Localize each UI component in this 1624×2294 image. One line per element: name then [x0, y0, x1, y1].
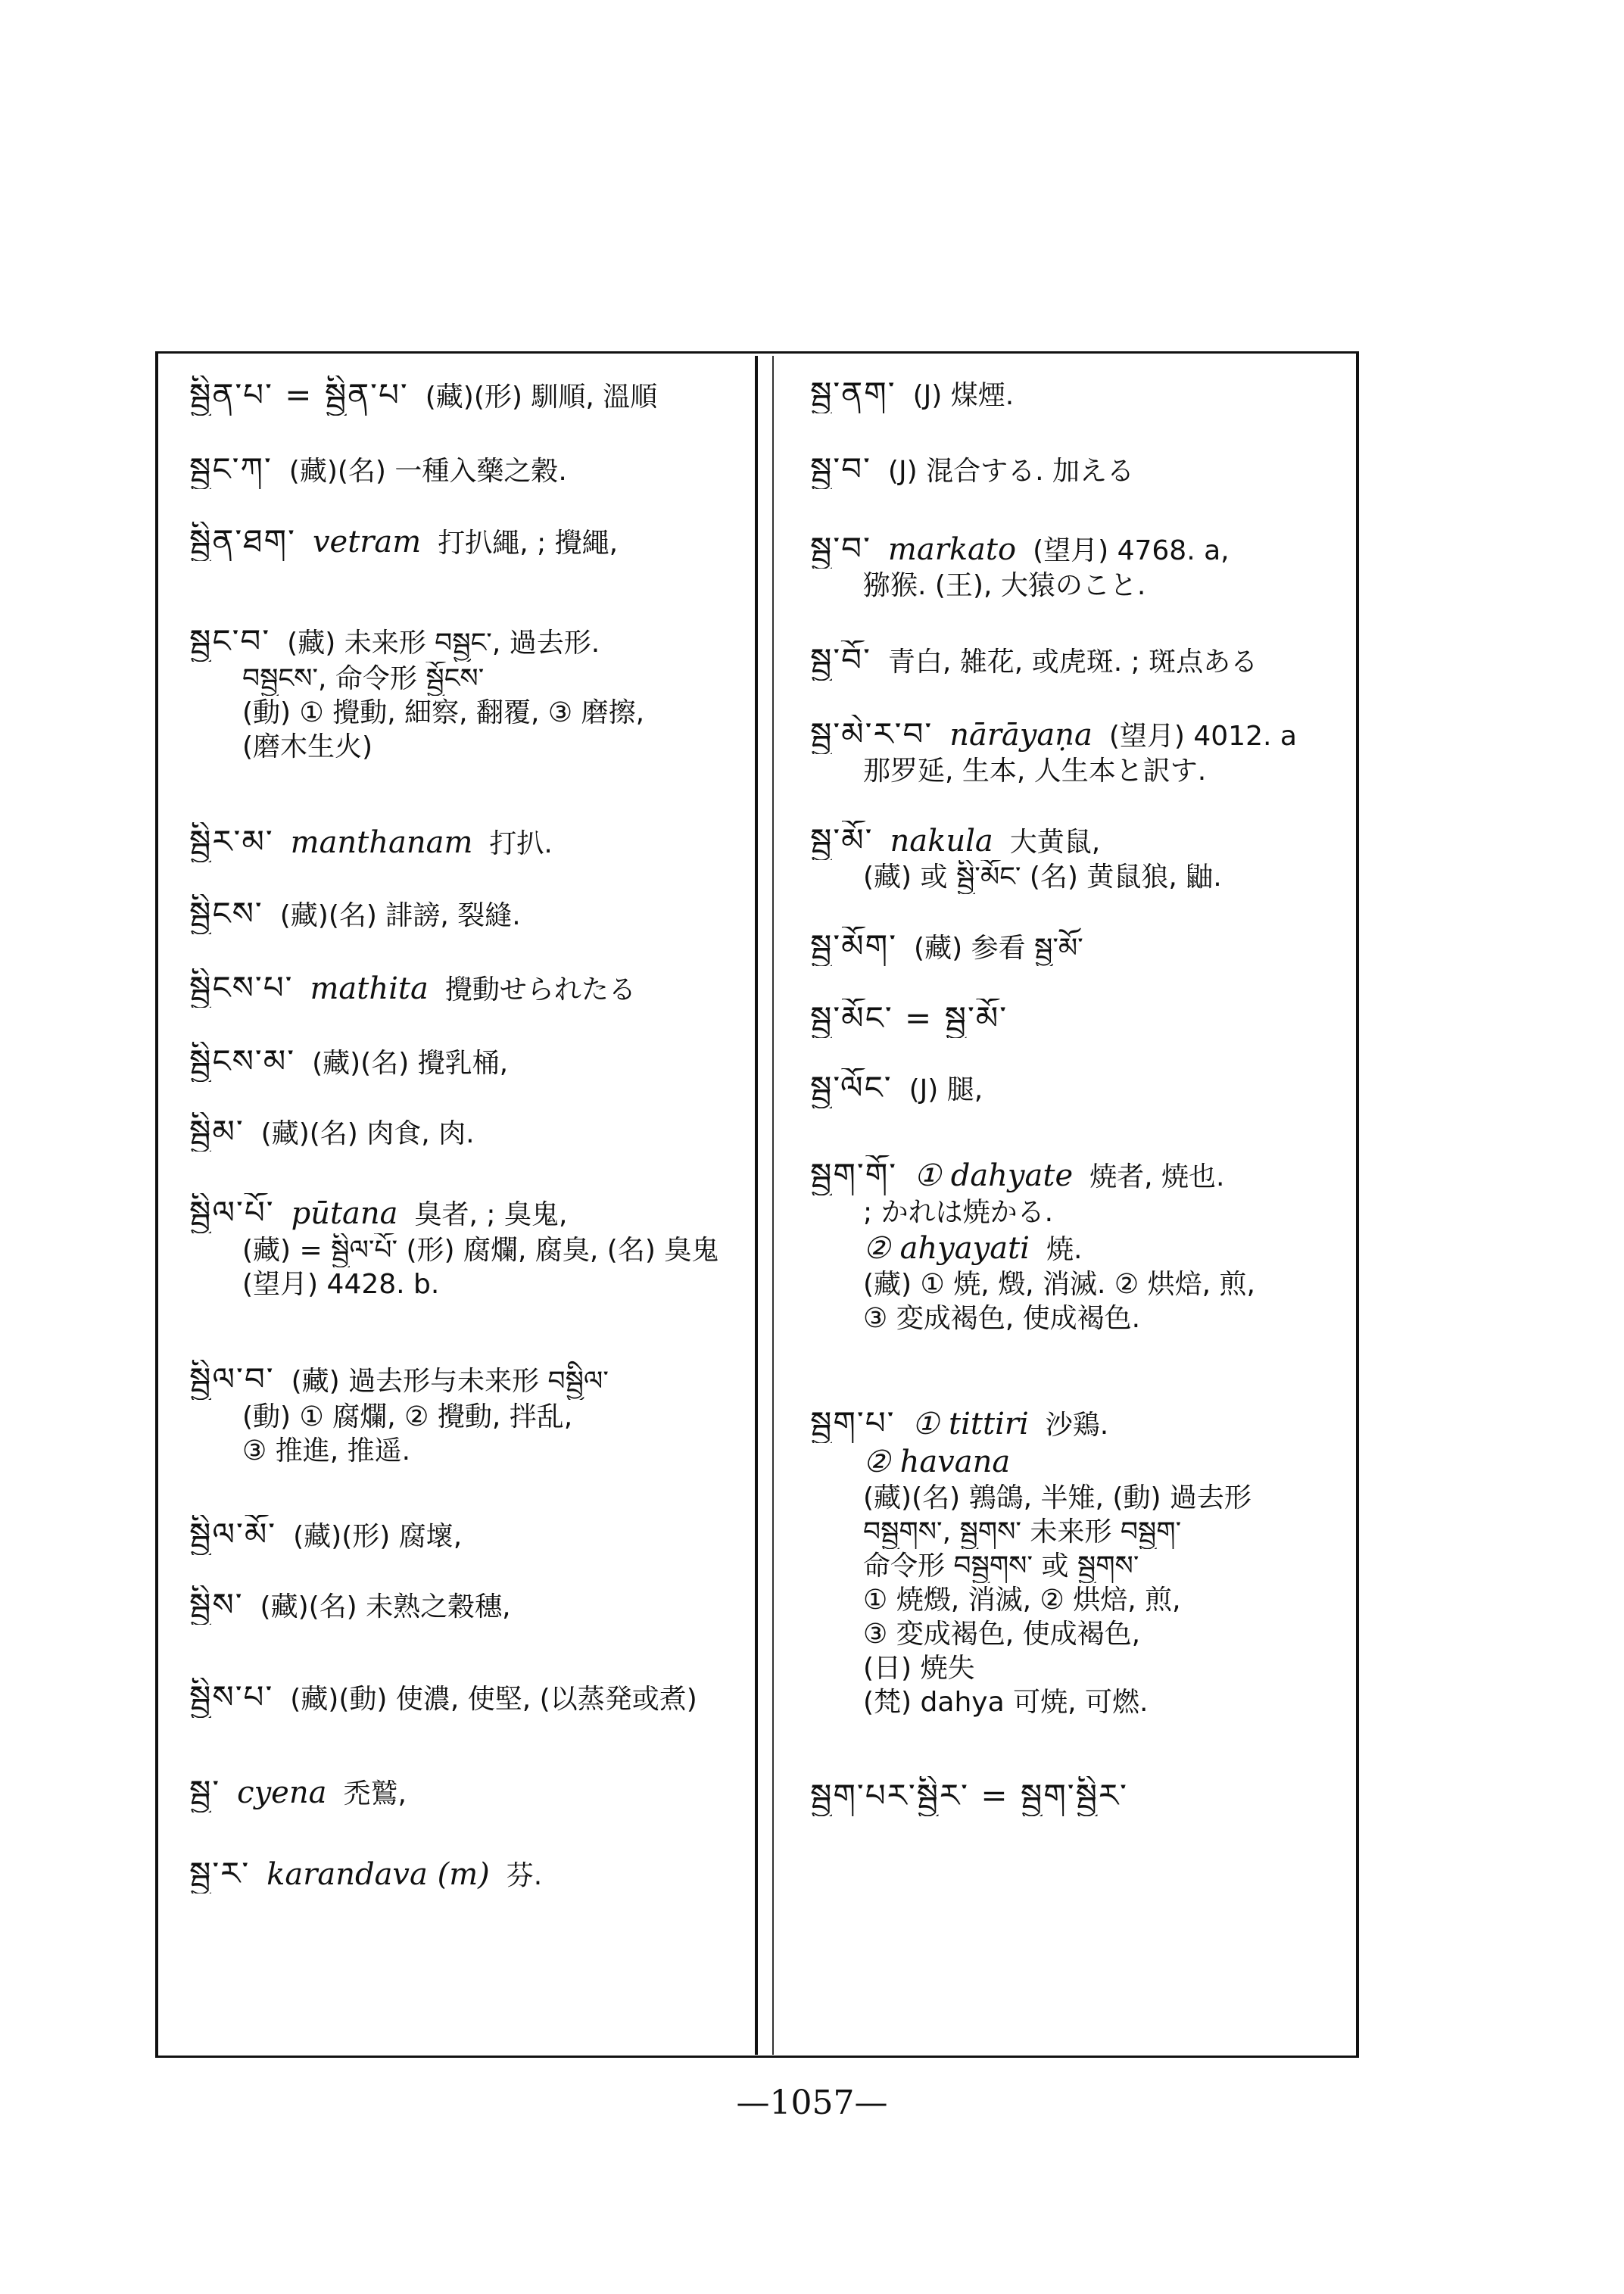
definition-text: 攪動せられたる — [444, 974, 636, 1005]
dictionary-entry — [167, 950, 750, 1026]
sanskrit-equivalent: vetram — [312, 524, 422, 559]
definition-text: (藏)(名) 鶉鴿, 半雉, (動) 過去形 — [863, 1482, 1252, 1514]
page-number: —1057— — [736, 2084, 888, 2122]
definition-text: (藏) 参看 སྦྱ་མོ་ — [914, 932, 1083, 964]
entry-line — [810, 999, 1355, 1039]
entry-line — [189, 696, 750, 730]
column-divider — [755, 356, 758, 2055]
entry-line — [810, 374, 1355, 414]
definition-text: ③ 変成褐色, 使成褐色, — [863, 1619, 1141, 1650]
tibetan-headword: སྦྱིན་ཐག་ — [189, 522, 296, 559]
entry-line — [810, 1549, 1355, 1583]
dictionary-entry — [787, 1124, 1355, 1367]
sanskrit-equivalent: ② havana — [863, 1445, 1011, 1480]
entry-line — [189, 376, 750, 416]
dictionary-entry — [787, 507, 1355, 625]
tibetan-headword: སྦྱིངས་པ་ — [189, 968, 294, 1006]
dictionary-entry — [787, 356, 1355, 432]
entry-line — [810, 450, 1355, 490]
entry-line — [810, 1195, 1355, 1230]
definition-text: (動) ① 攪動, 細察, 翻覆, ③ 磨擦, — [242, 697, 645, 728]
entry-line — [810, 927, 1355, 967]
entry-line — [189, 1400, 750, 1434]
definition-text: (J) 煤煙. — [912, 379, 1015, 411]
dictionary-entry — [167, 1166, 750, 1329]
entry-line — [189, 1678, 750, 1718]
entry-line — [189, 1434, 750, 1468]
entry-line — [810, 1481, 1355, 1515]
dictionary-entry — [787, 432, 1355, 507]
entry-line — [189, 1360, 750, 1400]
definition-text: (藏)(名) 誹謗, 裂縫. — [279, 900, 521, 932]
definition-text: 那罗延, 生本, 人生本と訳す. — [863, 756, 1207, 787]
entry-line — [810, 1267, 1355, 1301]
entry-line — [189, 730, 750, 764]
tibetan-headword: སྦྱིམ་ — [189, 1112, 245, 1150]
definition-text: 猕猴. (王), 大猿のこと. — [863, 570, 1146, 602]
entry-line — [810, 1443, 1355, 1481]
tibetan-headword: སྦྱ་ལོང་ — [810, 1069, 893, 1107]
entry-line — [189, 1193, 750, 1233]
definition-text: 焼. — [1046, 1233, 1083, 1265]
dictionary-entry — [167, 1499, 750, 1571]
entry-line — [189, 968, 750, 1008]
sanskrit-equivalent: manthanam — [290, 825, 473, 861]
tibetan-headword: སྦྱ་བ་ — [810, 450, 871, 488]
sanskrit-equivalent: ① dahyate — [914, 1158, 1074, 1194]
dictionary-entry — [167, 435, 750, 503]
entry-line — [810, 821, 1355, 861]
sanskrit-equivalent: karandava (m) — [267, 1856, 490, 1892]
sanskrit-equivalent: pūtana — [291, 1196, 398, 1232]
dictionary-entry — [167, 1828, 750, 1919]
definition-text: (動) ① 腐爛, ② 攪動, 拌乱, — [242, 1401, 573, 1432]
sanskrit-equivalent: nārāyaṇa — [949, 717, 1093, 753]
tibetan-headword: སྦྱང་ཀ་ — [189, 450, 273, 488]
definition-text: (藏)(形) 腐壞, — [293, 1521, 463, 1553]
entry-line — [189, 1267, 750, 1301]
definition-text: (望月) 4428. b. — [242, 1268, 440, 1300]
column-divider-inner — [772, 356, 774, 2055]
entry-line — [189, 450, 750, 490]
dictionary-entry — [167, 503, 750, 579]
entry-line — [810, 715, 1355, 755]
entry-line — [189, 1112, 750, 1152]
dictionary-entry — [787, 984, 1355, 1052]
definition-text: 焼者, 焼也. — [1089, 1161, 1225, 1193]
entry-line — [189, 1042, 750, 1082]
tibetan-headword: སྦྱང་བ་ — [189, 622, 271, 660]
tibetan-headword: སྦྱ་བ་ — [810, 529, 871, 567]
definition-text: (藏)(名) 攪乳桶, — [312, 1048, 509, 1080]
entry-line — [810, 1515, 1355, 1549]
definition-text: 臭者, ; 臭鬼, — [414, 1199, 568, 1231]
definition-text: 青白, 雑花, 或虎斑. ; 斑点ある — [887, 647, 1258, 678]
dictionary-entry — [167, 356, 750, 435]
tibetan-headword: སྦྱ་ — [189, 1773, 221, 1811]
entry-line — [810, 1583, 1355, 1617]
tibetan-headword: སྦྱིལ་བ་ — [189, 1361, 275, 1398]
definition-text: (望月) 4768. a, — [1033, 535, 1230, 566]
tibetan-headword: སྦྱིན་པ་ = སྦྱིན་པ་ — [189, 376, 409, 414]
definition-text: 命令形 བསྦྱགས་ 或 སྦྱགས་ — [863, 1551, 1139, 1582]
definition-text: (藏)(動) 使濃, 使堅, (以蒸発或煮) — [290, 1684, 697, 1716]
tibetan-headword: སྦྱིལ་མོ་ — [189, 1516, 277, 1554]
tibetan-headword: སྦྱ་མོག་ — [810, 927, 898, 965]
tibetan-headword: སྦྱག་པ་ — [810, 1404, 896, 1442]
definition-text: 打扒. — [489, 828, 553, 860]
entry-line — [810, 1404, 1355, 1444]
definition-text: བསྦྱགས་, སྦྱགས་ 未来形 བསྦྱག་ — [863, 1516, 1182, 1548]
definition-text: 大黄鼠, — [1009, 826, 1101, 858]
sanskrit-equivalent: markato — [887, 531, 1017, 567]
dictionary-entry — [167, 1571, 750, 1639]
entry-line — [189, 1515, 750, 1555]
left-column — [167, 356, 750, 1919]
definition-text: (藏)(名) 未熟之穀穗, — [260, 1591, 511, 1622]
sanskrit-equivalent: ② ahyayati — [863, 1230, 1030, 1266]
entry-line — [810, 569, 1355, 603]
dictionary-entry — [167, 1098, 750, 1166]
entry-line — [189, 662, 750, 696]
dictionary-entry — [167, 1026, 750, 1098]
entry-line — [810, 1617, 1355, 1651]
sanskrit-equivalent: nakula — [890, 823, 993, 859]
definition-text: (藏)(形) 馴順, 溫順 — [425, 382, 658, 413]
tibetan-headword: སྦྱིངས་ — [189, 895, 263, 933]
definition-text: (望月) 4012. a — [1108, 720, 1297, 752]
entry-line — [810, 1651, 1355, 1685]
dictionary-entry — [787, 806, 1355, 909]
dictionary-entry — [167, 1756, 750, 1828]
definition-text: (藏)(名) 一種入藥之穀. — [288, 455, 567, 487]
entry-line — [189, 894, 750, 934]
entry-line — [810, 1155, 1355, 1195]
entry-line — [189, 1233, 750, 1267]
dictionary-entry — [787, 1367, 1355, 1756]
dictionary-entry — [167, 878, 750, 950]
tibetan-headword: སྦྱག་པར་སྦྱིར་ = སྦྱག་སྦྱིར་ — [810, 1777, 1128, 1815]
tibetan-headword: སྦྱིལ་པོ་ — [189, 1194, 275, 1232]
definition-text: (藏) 過去形与未来形 བསྦྱིལ་ — [291, 1366, 609, 1398]
definition-text: 打扒繩, ; 攪繩, — [438, 527, 619, 559]
definition-text: ; かれは焼かる. — [863, 1196, 1054, 1228]
entry-line — [810, 860, 1355, 894]
definition-text: (藏) = སྦྱིལ་པོ་ (形) 腐爛, 腐臭, (名) 臭鬼 — [242, 1234, 719, 1266]
definition-text: (藏) 或 སྦྱི་མོང་ (名) 黄鼠狼, 鼬. — [863, 862, 1222, 893]
definition-text: ① 焼燬, 消滅, ② 烘焙, 煎, — [863, 1585, 1181, 1616]
tibetan-headword: སྦྱ་མོ་ — [810, 821, 874, 859]
tibetan-headword: སྦྱ་ནག་ — [810, 374, 896, 412]
dictionary-entry — [167, 1639, 750, 1756]
entry-line — [810, 1776, 1355, 1816]
entry-line — [810, 1301, 1355, 1336]
sanskrit-equivalent: ① tittiri — [912, 1406, 1029, 1442]
entry-line — [810, 641, 1355, 681]
entry-line — [189, 1854, 750, 1894]
definition-text: (藏)(名) 肉食, 肉. — [260, 1117, 475, 1149]
dictionary-entry — [787, 1052, 1355, 1124]
tibetan-headword: སྦྱ་མེ་ར་བ་ — [810, 715, 934, 753]
tibetan-headword: སྦྱིས་པ་ — [189, 1678, 274, 1716]
dictionary-entry — [787, 697, 1355, 806]
definition-text: (藏) ① 焼, 燬, 消滅. ② 烘焙, 煎, — [863, 1268, 1255, 1300]
definition-text: 禿鷲, — [343, 1778, 407, 1810]
dictionary-entry — [787, 1756, 1355, 1836]
tibetan-headword: སྦྱིར་མ་ — [189, 823, 274, 861]
entry-line — [189, 522, 750, 562]
sanskrit-equivalent: mathita — [310, 971, 429, 1006]
tibetan-headword: སྦྱག་གོ་ — [810, 1156, 898, 1194]
right-column — [787, 356, 1355, 1836]
entry-line — [189, 1585, 750, 1625]
entry-line — [189, 622, 750, 662]
tibetan-headword: སྦྱིས་ — [189, 1585, 244, 1623]
definition-text: ③ 変成褐色, 使成褐色. — [863, 1302, 1141, 1334]
tibetan-headword: སྦྱ་ར་ — [189, 1854, 251, 1892]
definition-text: ③ 推進, 推遥. — [242, 1435, 411, 1466]
entry-line — [810, 529, 1355, 569]
tibetan-headword: སྦྱ་བོ་ — [810, 641, 871, 679]
entry-line — [810, 1230, 1355, 1267]
definition-text: (日) 焼失 — [863, 1653, 975, 1685]
dictionary-entry — [167, 806, 750, 878]
definition-text: (藏) 未来形 བསྦྱང་, 過去形. — [287, 628, 600, 659]
definition-text: (磨木生火) — [242, 731, 373, 762]
definition-text: (梵) dahya 可焼, 可燃. — [863, 1687, 1149, 1719]
entry-line — [189, 822, 750, 862]
tibetan-headword: སྦྱ་མོང་ = སྦྱ་མོ་ — [810, 999, 1008, 1036]
dictionary-entry — [167, 1329, 750, 1499]
definition-text: 沙鶏. — [1045, 1409, 1109, 1441]
dictionary-entry — [787, 909, 1355, 984]
definition-text: བསྦྱངས་, 命令形 སྦྱོངས་ — [242, 662, 485, 694]
entry-line — [810, 754, 1355, 788]
dictionary-entry — [167, 579, 750, 806]
sanskrit-equivalent: cyena — [237, 1775, 327, 1811]
definition-text: (J) 腿, — [909, 1074, 983, 1106]
definition-text: (J) 混合する. 加える — [887, 455, 1134, 487]
dictionary-entry — [787, 625, 1355, 697]
definition-text: 芬. — [506, 1859, 543, 1891]
tibetan-headword: སྦྱིངས་མ་ — [189, 1043, 296, 1080]
entry-line — [810, 1068, 1355, 1108]
entry-line — [810, 1685, 1355, 1719]
entry-line — [189, 1772, 750, 1812]
